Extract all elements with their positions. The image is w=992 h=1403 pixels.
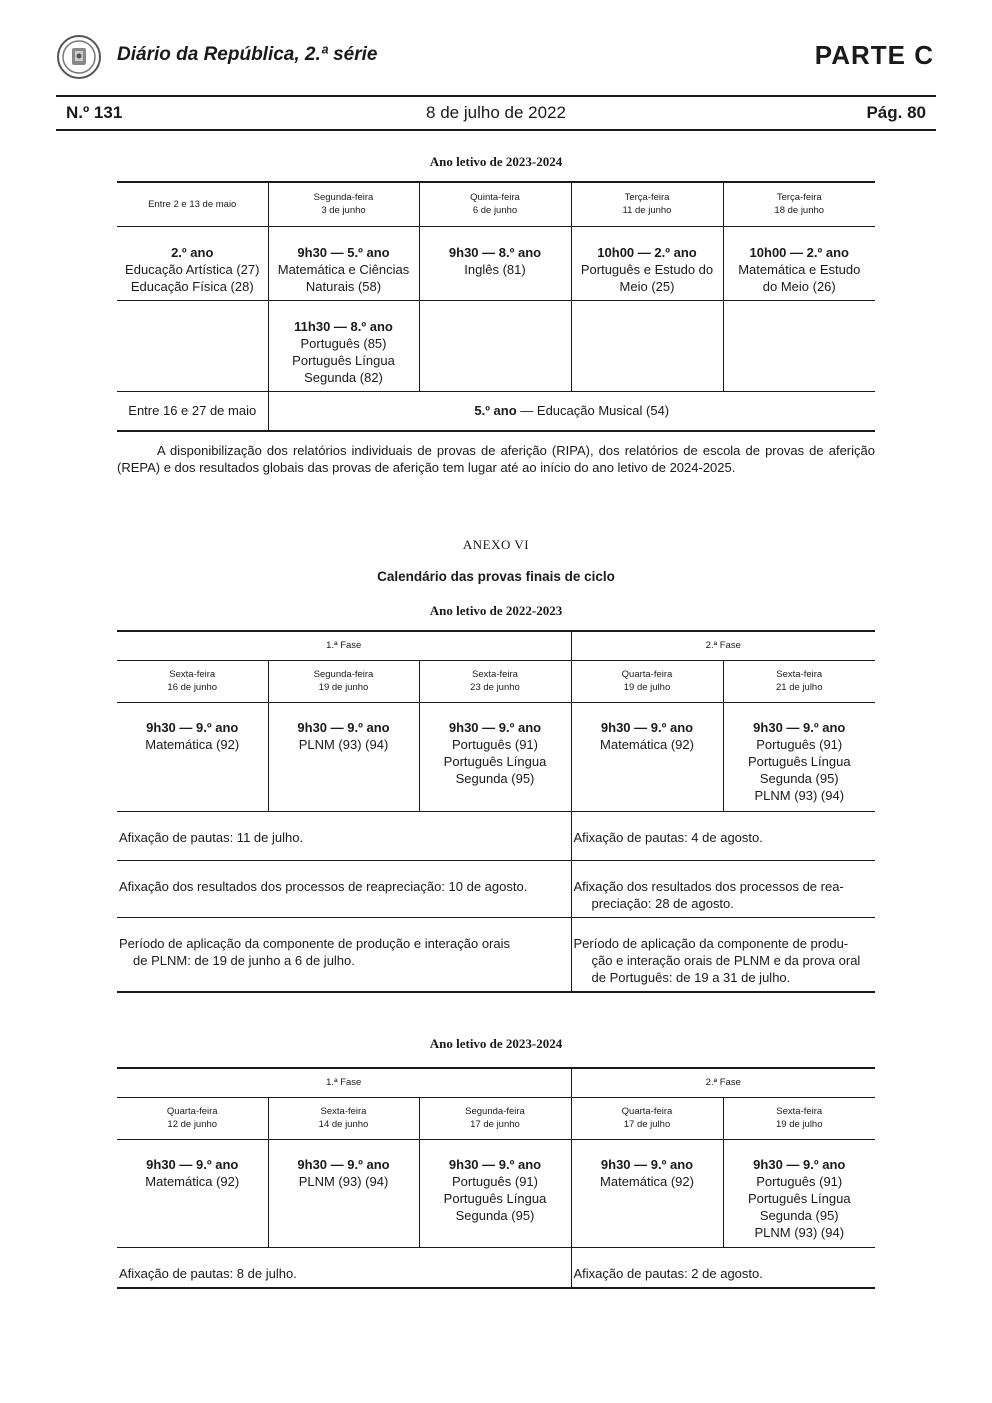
table-cell [117,300,268,391]
table-header-cell: Sexta-feira 19 de julho [723,1097,875,1139]
table-cell [419,300,571,391]
note-cell: Período de aplicação da componente de produ- ção e interação orais de PLNM e da prova oral de Português: de 19 a 31 de julho. [571,917,875,992]
phase-header: 1.ª Fase [117,631,571,660]
note-cell: Afixação de pautas: 11 de julho. [117,811,571,860]
issue-number: N.º 131 [66,103,123,122]
note-cell: Afixação dos resultados dos processos de rea- preciação: 28 de agosto. [571,860,875,917]
table-finais-2022-2023 [117,630,875,993]
table-header-cell: Terça-feira 18 de junho [723,182,875,226]
table-cell: 2.º ano Educação Artística (27) Educação Física (28) [117,226,268,300]
journal-title: Diário da República, 2.ª série [117,44,378,65]
table1-title: Ano letivo de 2023-2024 [429,154,563,169]
annex-title: Calendário das provas finais de ciclo [377,569,615,584]
table-header-cell: Segunda-feira 3 de junho [268,182,419,226]
table-afericao-2023-2024 [117,181,875,432]
table-cell: 9h30 — 9.º ano Português (91) Português Língua Segunda (95) [419,1139,571,1247]
table-cell: 9h30 — 9.º ano PLNM (93) (94) [268,1139,419,1247]
part-label: PARTE C [814,40,934,70]
header-rule-top [56,95,936,97]
table-header-cell: Segunda-feira 19 de junho [268,660,419,702]
table-cell: 9h30 — 9.º ano Matemática (92) [571,702,723,811]
table-header-cell: Sexta-feira 16 de junho [117,660,268,702]
table-cell: 5.º ano — Educação Musical (54) [268,391,875,431]
table-header-cell: Quarta-feira 17 de julho [571,1097,723,1139]
table-cell [571,300,723,391]
note-cell: Afixação de pautas: 4 de agosto. [571,811,875,860]
table-cell: 10h00 — 2.º ano Português e Estudo do Meio (25) [571,226,723,300]
table-header-cell: Terça-feira 11 de junho [571,182,723,226]
phase-header: 1.ª Fase [117,1068,571,1097]
table-cell: 9h30 — 9.º ano PLNM (93) (94) [268,702,419,811]
table-cell: 9h30 — 9.º ano Português (91) Português Língua Segunda (95) PLNM (93) (94) [723,1139,875,1247]
table-cell: Entre 16 e 27 de maio [117,391,268,431]
coat-of-arms-icon [56,34,102,80]
page-number: Pág. 80 [866,103,926,122]
note-cell: Afixação dos resultados dos processos de reapreciação: 10 de agosto. [117,860,571,917]
table3-title: Ano letivo de 2023-2024 [429,1036,563,1051]
note-cell: Afixação de pautas: 2 de agosto. [571,1247,875,1288]
table-cell: 9h30 — 9.º ano Português (91) Português Língua Segunda (95) [419,702,571,811]
header-rule-bottom [56,129,936,131]
table-cell: 9h30 — 5.º ano Matemática e Ciências Naturais (58) [268,226,419,300]
table-cell: 9h30 — 9.º ano Português (91) Português Língua Segunda (95) PLNM (93) (94) [723,702,875,811]
table-cell: 9h30 — 9.º ano Matemática (92) [571,1139,723,1247]
table-cell: 9h30 — 9.º ano Matemática (92) [117,702,268,811]
note-cell: Período de aplicação da componente de produção e interação orais de PLNM: de 19 de junho a 6 de julho. [117,917,571,992]
table-cell [723,300,875,391]
table-header-cell: Quarta-feira 19 de julho [571,660,723,702]
issue-date: 8 de julho de 2022 [426,103,566,122]
table-header-cell: Sexta-feira 21 de julho [723,660,875,702]
table-header-cell: Quarta-feira 12 de junho [117,1097,268,1139]
table-header-cell: Entre 2 e 13 de maio [117,182,268,226]
table-header-cell: Quinta-feira 6 de junho [419,182,571,226]
table2-title: Ano letivo de 2022-2023 [429,603,563,618]
table-finais-2023-2024 [117,1067,875,1289]
phase-header: 2.ª Fase [571,1068,875,1097]
note-cell: Afixação de pautas: 8 de julho. [117,1247,571,1288]
body-paragraph: A disponibilização dos relatórios individuais de provas de aferição (RIPA), dos relatórios de escola de provas de aferição (REPA) e dos resultados globais das provas de aferição tem lugar até ao início do ano letivo de 2024-2025. [117,443,875,475]
annex-label: ANEXO VI [462,537,530,552]
table-cell: 10h00 — 2.º ano Matemática e Estudo do Meio (26) [723,226,875,300]
table-header-cell: Sexta-feira 14 de junho [268,1097,419,1139]
table-cell: 9h30 — 8.º ano Inglês (81) [419,226,571,300]
phase-header: 2.ª Fase [571,631,875,660]
table-header-cell: Segunda-feira 17 de junho [419,1097,571,1139]
table-cell: 11h30 — 8.º ano Português (85) Português Língua Segunda (82) [268,300,419,391]
table-cell: 9h30 — 9.º ano Matemática (92) [117,1139,268,1247]
table-header-cell: Sexta-feira 23 de junho [419,660,571,702]
